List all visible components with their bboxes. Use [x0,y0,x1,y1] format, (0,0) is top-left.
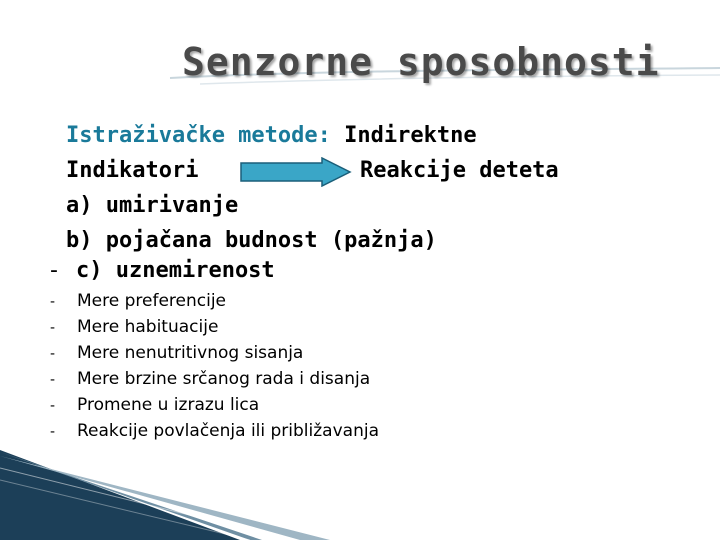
dash-marker: - [50,372,56,388]
dash-marker: - [50,398,56,414]
sub-item [50,340,303,367]
dash-line-c [50,257,275,285]
sub-item [50,392,259,419]
sub-item-text: Mere habituacije [77,317,219,337]
item-c-text: c) uznemirenost [76,258,275,283]
methods-label: Istraživačke metode: [66,123,331,148]
sub-item [50,418,379,445]
bullet-line-indicators [44,157,198,185]
sub-item [50,314,218,341]
item-b-text: b) pojačana budnost (pažnja) [66,228,437,253]
item-a-text: a) umirivanje [66,193,239,218]
dash-marker: - [50,258,58,283]
dash-marker: - [50,346,56,362]
bullet-line-b [44,227,437,255]
right-arrow-icon [240,157,352,187]
bullet-line-a [44,192,238,220]
sub-item-text: Mere brzine srčanog rada i disanja [77,369,371,389]
bottom-decoration [0,450,720,540]
sub-item-text: Mere preferencije [77,291,227,311]
dash-marker: - [50,424,56,440]
sub-item [50,288,226,315]
dash-marker: - [50,294,56,310]
sub-item-text: Promene u izrazu lica [77,395,260,415]
indicators-label: Indikatori [66,158,199,183]
child-reactions-label: Reakcije deteta [360,158,559,183]
sub-item [50,366,370,393]
methods-value: Indirektne [330,123,477,148]
page-title: Senzorne sposobnosti [182,40,660,84]
sub-item-text: Reakcije povlačenja ili približavanja [77,421,379,441]
dash-marker: - [50,320,56,336]
bullet-line-methods [44,122,477,150]
sub-item-text: Mere nenutritivnog sisanja [77,343,304,363]
